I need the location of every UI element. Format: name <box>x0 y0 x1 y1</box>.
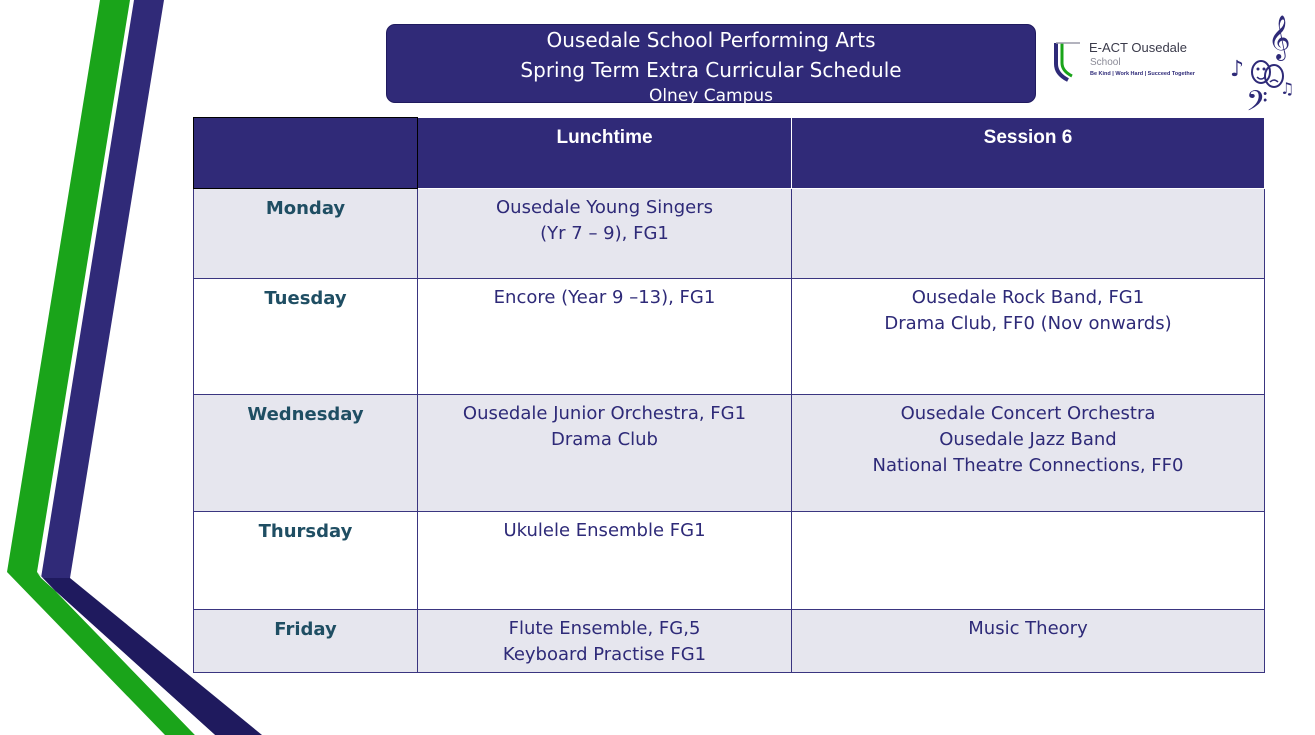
title-banner <box>386 24 1036 106</box>
header-lunchtime: Lunchtime <box>418 118 792 189</box>
table-row-thursday <box>194 512 1265 610</box>
logo-motto: Be Kind | Work Hard | Succeed Together <box>1090 71 1195 77</box>
table-row-tuesday <box>194 279 1265 395</box>
school-logo <box>1053 38 1223 86</box>
day-cell: Thursday <box>194 512 418 610</box>
header-session-6: Session 6 <box>792 118 1265 189</box>
activity: Ukulele Ensemble FG1 <box>503 520 706 541</box>
activity: Ousedale Concert Orchestra <box>900 403 1156 424</box>
svg-text:𝄞: 𝄞 <box>1268 15 1291 59</box>
session6-cell <box>792 512 1265 610</box>
table-header-row <box>194 118 1265 189</box>
activity: (Yr 7 – 9), FG1 <box>540 223 669 244</box>
session6-cell <box>792 189 1265 279</box>
title-line-2: Spring Term Extra Curricular Schedule <box>520 58 902 82</box>
table-row-wednesday <box>194 395 1265 512</box>
day-cell: Wednesday <box>194 395 418 512</box>
table-row-friday <box>194 610 1265 673</box>
lunchtime-cell <box>418 395 792 512</box>
svg-text:♫: ♫ <box>1280 79 1295 98</box>
music-theatre-icon <box>1228 10 1298 118</box>
session6-cell <box>792 610 1265 673</box>
activity: Ousedale Young Singers <box>496 197 713 218</box>
lunchtime-cell <box>418 610 792 673</box>
activity: Flute Ensemble, FG,5 <box>508 618 701 639</box>
session6-cell <box>792 395 1265 512</box>
title-subtitle: Olney Campus <box>648 86 774 106</box>
header-corner-cell <box>194 118 418 189</box>
logo-school: School <box>1090 57 1121 68</box>
table-row-monday <box>194 189 1265 279</box>
shield-icon <box>1053 40 1083 82</box>
activity: Drama Club <box>551 429 658 450</box>
schedule-table <box>193 117 1265 673</box>
day-cell: Monday <box>194 189 418 279</box>
session6-cell <box>792 279 1265 395</box>
activity: Ousedale Jazz Band <box>939 429 1117 450</box>
activity: Ousedale Rock Band, FG1 <box>911 287 1145 308</box>
lunchtime-cell <box>418 512 792 610</box>
logo-name: E-ACT Ousedale <box>1089 40 1188 55</box>
lunchtime-cell <box>418 189 792 279</box>
lunchtime-cell <box>418 279 792 395</box>
activity: Keyboard Practise FG1 <box>502 644 707 665</box>
activity: National Theatre Connections, FF0 <box>872 455 1184 476</box>
day-cell: Tuesday <box>194 279 418 395</box>
activity: Music Theory <box>968 618 1088 639</box>
activity: Ousedale Junior Orchestra, FG1 <box>462 403 747 424</box>
activity: Encore (Year 9 –13), FG1 <box>493 287 716 308</box>
title-line-1: Ousedale School Performing Arts <box>546 28 876 52</box>
svg-text:𝄢: 𝄢 <box>1246 85 1268 118</box>
activity: Drama Club, FF0 (Nov onwards) <box>884 313 1172 334</box>
svg-text:♪: ♪ <box>1230 57 1245 82</box>
day-cell: Friday <box>194 610 418 673</box>
